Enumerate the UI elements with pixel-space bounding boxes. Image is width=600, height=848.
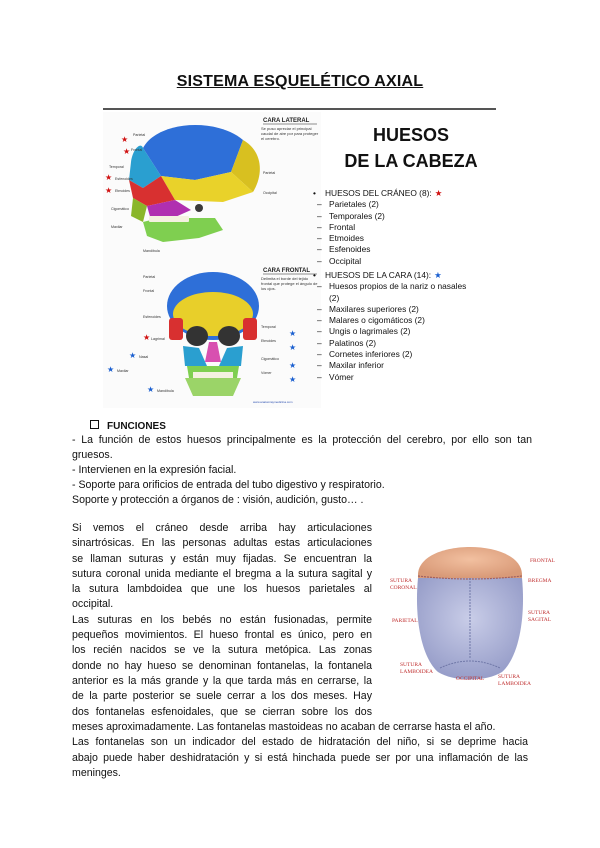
text-line: - La función de estos huesos principalmente es la protección del cerebro, por ello son tan: [72, 434, 532, 446]
label-lamboidea-2: LAMBOIDEA: [498, 681, 531, 687]
list-item: – Etmoides: [313, 233, 442, 244]
text-line: meninges.: [72, 766, 121, 779]
bullet: •: [313, 270, 316, 280]
frontal-part-label: Esfenoides: [143, 315, 161, 319]
list-item: – Malares o cigomáticos (2): [313, 315, 493, 326]
text-line: sutura coronal unida mediante el bregma a la sutura sagital y: [72, 567, 372, 580]
text-line: Soporte y protección a órganos de : visión, audición, gusto… .: [72, 494, 364, 506]
list-item: – Occipital: [313, 256, 442, 267]
frontal-part-label: Temporal: [261, 325, 276, 329]
frontal-label: CARA FRONTAL: [263, 268, 310, 274]
text-line: sinartrósicas. En las personas adultas estas articulaciones: [72, 537, 372, 550]
list-item: – Huesos propios de la nariz o nasales (2): [313, 281, 469, 304]
cara-category: [313, 270, 493, 281]
star-red-icon: ★: [105, 186, 113, 195]
list-item: – Temporales (2): [313, 211, 442, 222]
temporal-right: [243, 318, 257, 340]
text-line: - Intervienen en la expresión facial.: [72, 464, 237, 476]
text-line: se llaman suturas y están muy fijadas. Se encuentran la: [72, 552, 372, 565]
label-sagital: SAGITAL: [528, 617, 552, 623]
page-title: SISTEMA ESQUELÉTICO AXIAL: [176, 73, 424, 90]
lateral-part-label: Frontal: [131, 148, 143, 152]
lateral-label: CARA LATERAL: [263, 118, 310, 124]
star-red-icon: ★: [123, 147, 131, 156]
list-item: – Maxilar inferior: [313, 360, 493, 371]
label-sutura: SUTURA: [390, 578, 413, 584]
text-line: dos fontanelas esfenoidales, que se cierran sobre los dos: [72, 705, 372, 718]
skull-top-figure: [390, 530, 555, 690]
craneo-label: HUESOS DEL CRÁNEO (8):: [325, 188, 432, 198]
star-red-icon: ★: [105, 173, 113, 182]
mandible-front: [185, 378, 241, 396]
orbit-left: [186, 326, 208, 346]
text-line: Si vemos el cráneo desde arriba hay articulaciones: [72, 522, 372, 534]
funciones-heading: [90, 420, 166, 432]
text-line: pequeños movimientos. El hueso frontal es único, pero en: [72, 629, 372, 642]
lateral-part-label: Etmoides: [115, 189, 130, 193]
frontal-part-label: Mandíbula: [157, 389, 174, 393]
text-line: de la parte posterior se suele cerrar a los dos meses. Hay: [72, 690, 372, 703]
label-sutura-lamboidea-2: SUTURA: [498, 674, 521, 680]
bullet: •: [313, 188, 316, 198]
label-frontal: FRONTAL: [530, 558, 555, 564]
skull-drawing: [103, 110, 321, 410]
cara-list: [313, 270, 493, 383]
star-blue-icon: ★: [289, 329, 297, 338]
star-red-icon: ★: [143, 333, 151, 342]
star-blue-icon: ★: [129, 351, 137, 360]
star-blue-icon: ★: [289, 343, 297, 352]
figure-credit: www.anatomiaymedicina.com: [253, 400, 293, 404]
list-item: – Parietales (2): [313, 199, 442, 210]
huesos-heading-line2: DE LA CABEZA: [344, 151, 478, 171]
list-item: – Vómer: [313, 372, 493, 383]
lateral-part-label: Maxilar: [111, 225, 123, 229]
label-occipital: OCCIPITAL: [456, 676, 485, 682]
text-line: occipital.: [72, 598, 114, 611]
sutures-paragraph-wide: [72, 720, 528, 781]
star-blue-icon: ★: [289, 375, 297, 384]
star-red-icon: ★: [121, 135, 129, 144]
skull-top-drawing: [390, 530, 555, 690]
cara-label: HUESOS DE LA CARA (14):: [325, 270, 432, 280]
funciones-heading-text: FUNCIONES: [107, 421, 166, 432]
star-blue-icon: ★: [147, 385, 155, 394]
sutures-paragraph: [72, 521, 372, 720]
frontal-part-label: Lagrimal: [151, 337, 165, 341]
list-item: – Ungis o lagrimales (2): [313, 326, 493, 337]
list-item: – Palatinos (2): [313, 338, 493, 349]
skull-illustration: [103, 110, 321, 410]
lateral-part-label: Esfenoides: [115, 177, 133, 181]
star-blue-icon: ★: [434, 270, 442, 280]
lateral-part-label: Parietal: [133, 133, 146, 137]
text-line: anterior es la más grande y la que tarda más en cerrarse, la: [72, 674, 372, 687]
label-parietal: PARIETAL: [392, 618, 418, 624]
text-line: Las suturas en los bebés no están fusionadas, permite: [72, 613, 372, 626]
huesos-heading: [331, 122, 491, 174]
frontal-part-label: Parietal: [143, 275, 156, 279]
star-blue-icon: ★: [107, 365, 115, 374]
text-line: donde no hay hueso se denominan fontanelas, la fontanela: [72, 659, 372, 672]
huesos-heading-line1: HUESOS: [372, 125, 450, 145]
lateral-note: Se puso apreciar el principal caudal de aire por para proteger el cerebro.: [261, 126, 319, 141]
frontal-part-label: Nasal: [139, 355, 149, 359]
star-red-icon: ★: [434, 188, 443, 198]
craneo-category: [313, 188, 442, 199]
teeth: [149, 216, 189, 222]
label-coronal: CORONAL: [390, 585, 417, 591]
text-line: - Soporte para orificios de entrada del tubo digestivo y respiratorio.: [72, 479, 385, 491]
list-item: – Cornetes inferiores (2): [313, 349, 493, 360]
frontal-part-label: Vómer: [261, 371, 272, 375]
frontal-note: Delimita el borde del tejido frontal que protege el ángulo de los ojos.: [261, 276, 318, 291]
lateral-part-label: Cigomático: [111, 207, 129, 211]
frontal-part-label: Frontal: [143, 289, 155, 293]
lateral-part-label: Temporal: [109, 165, 124, 169]
text-line: meses aproximadamente. Las fontanelas mastoideas no acaban de cerrarse hasta el año.: [72, 721, 496, 733]
text-line: gruesos.: [72, 449, 113, 461]
list-item: – Maxilares superiores (2): [313, 304, 493, 315]
frontal-bone-front: [173, 292, 253, 336]
frontal-region: [418, 547, 522, 578]
text-line: la sutura lambdoidea que une los huesos parietales al: [72, 583, 372, 596]
orbit-right: [218, 326, 240, 346]
label-lamboidea: LAMBOIDEA: [400, 669, 433, 675]
text-line: Las fontanelas son un indicador del estado de hidratación del niño, si se deprime hacia: [72, 736, 528, 749]
text-line: abajo puede haber deshidratación y si está hinchada puede ser por una inflamación de las: [72, 751, 528, 764]
funciones-text: [72, 433, 532, 508]
teeth-front: [193, 372, 233, 378]
list-item: – Frontal: [313, 222, 442, 233]
ear-opening: [195, 204, 203, 212]
craneo-list: [313, 188, 442, 267]
frontal-part-label: Cigomático: [261, 357, 279, 361]
lateral-part-label: Occipital: [263, 191, 277, 195]
temporal-left: [169, 318, 183, 340]
frontal-part-label: Etmoides: [261, 339, 276, 343]
lateral-part-label: Parietal: [263, 171, 276, 175]
checkbox-bullet-icon: [90, 420, 99, 429]
skull-figure: [103, 108, 496, 410]
label-sutura-sagital: SUTURA: [528, 610, 551, 616]
frontal-part-label: Maxilar: [117, 369, 129, 373]
text-line: los recién nacidos se ve la sutura metópica. Las zonas: [72, 644, 372, 657]
label-bregma: BREGMA: [528, 578, 552, 584]
star-blue-icon: ★: [289, 361, 297, 370]
list-item: – Esfenoides: [313, 244, 442, 255]
label-sutura-lamboidea: SUTURA: [400, 662, 423, 668]
lateral-part-label: Mandíbula: [143, 249, 160, 253]
